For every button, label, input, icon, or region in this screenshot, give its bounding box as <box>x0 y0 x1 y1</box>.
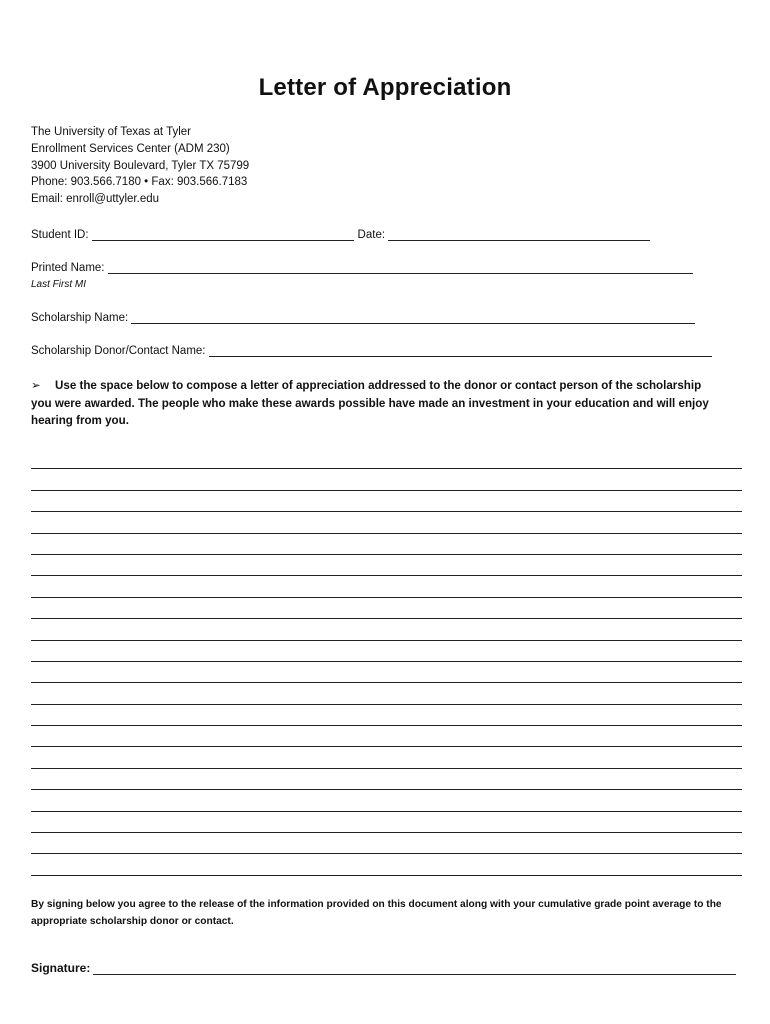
scholarship-name-row <box>31 311 695 324</box>
letter-line[interactable] <box>31 812 742 833</box>
letter-line[interactable] <box>31 469 742 490</box>
printed-name-hint: Last First MI <box>31 279 87 290</box>
date-label: Date: <box>357 229 386 241</box>
student-id-field[interactable] <box>92 228 354 241</box>
address-line-email: Email: enroll@uttyler.edu <box>31 193 160 206</box>
release-agreement-text: By signing below you agree to the release of the information provided on this document along with your cumulative grade point average to the appropriate scholarship donor or contact. <box>31 899 722 927</box>
letter-line[interactable] <box>31 619 742 640</box>
letter-line[interactable] <box>31 512 742 533</box>
student-id-row <box>31 228 650 241</box>
letter-line[interactable] <box>31 726 742 747</box>
donor-contact-row <box>31 344 712 357</box>
letter-line[interactable] <box>31 491 742 512</box>
address-line-street: 3900 University Boulevard, Tyler TX 75799 <box>31 159 250 172</box>
printed-name-label: Printed Name: <box>31 262 105 274</box>
student-id-label: Student ID: <box>31 229 89 241</box>
printed-name-field[interactable] <box>108 261 693 274</box>
signature-field[interactable] <box>93 961 736 975</box>
letter-line[interactable] <box>31 555 742 576</box>
letter-line[interactable] <box>31 598 742 619</box>
page-title: Letter of Appreciation <box>258 74 512 101</box>
instructions-text: Use the space below to compose a letter of appreciation addressed to the donor or contact person of the scholarship you were awarded. The people who make these awards possible have made an investment in your education and will enjoy hearing from you. <box>31 379 709 427</box>
donor-contact-field[interactable] <box>209 344 712 357</box>
instructions <box>31 377 711 430</box>
university-address <box>31 124 249 208</box>
letter-writing-area[interactable] <box>31 448 742 876</box>
letter-line[interactable] <box>31 747 742 768</box>
letter-line[interactable] <box>31 833 742 854</box>
scholarship-name-label: Scholarship Name: <box>31 312 129 324</box>
address-line-phone-fax: Phone: 903.566.7180 • Fax: 903.566.7183 <box>31 176 248 189</box>
donor-contact-label: Scholarship Donor/Contact Name: <box>31 345 206 357</box>
letter-line[interactable] <box>31 641 742 662</box>
signature-row <box>31 961 736 975</box>
letter-line[interactable] <box>31 705 742 726</box>
arrow-bullet-icon: ➢ <box>31 379 41 392</box>
signature-label: Signature: <box>31 961 91 975</box>
letter-line[interactable] <box>31 854 742 875</box>
letter-line[interactable] <box>31 790 742 811</box>
letter-line[interactable] <box>31 769 742 790</box>
letter-line[interactable] <box>31 576 742 597</box>
letter-line[interactable] <box>31 662 742 683</box>
date-field[interactable] <box>388 228 650 241</box>
address-line-university: The University of Texas at Tyler <box>31 126 192 138</box>
letter-line[interactable] <box>31 448 742 469</box>
address-line-office: Enrollment Services Center (ADM 230) <box>31 142 230 155</box>
printed-name-row <box>31 261 693 274</box>
letter-line[interactable] <box>31 683 742 704</box>
scholarship-name-field[interactable] <box>131 311 695 324</box>
letter-line[interactable] <box>31 534 742 555</box>
